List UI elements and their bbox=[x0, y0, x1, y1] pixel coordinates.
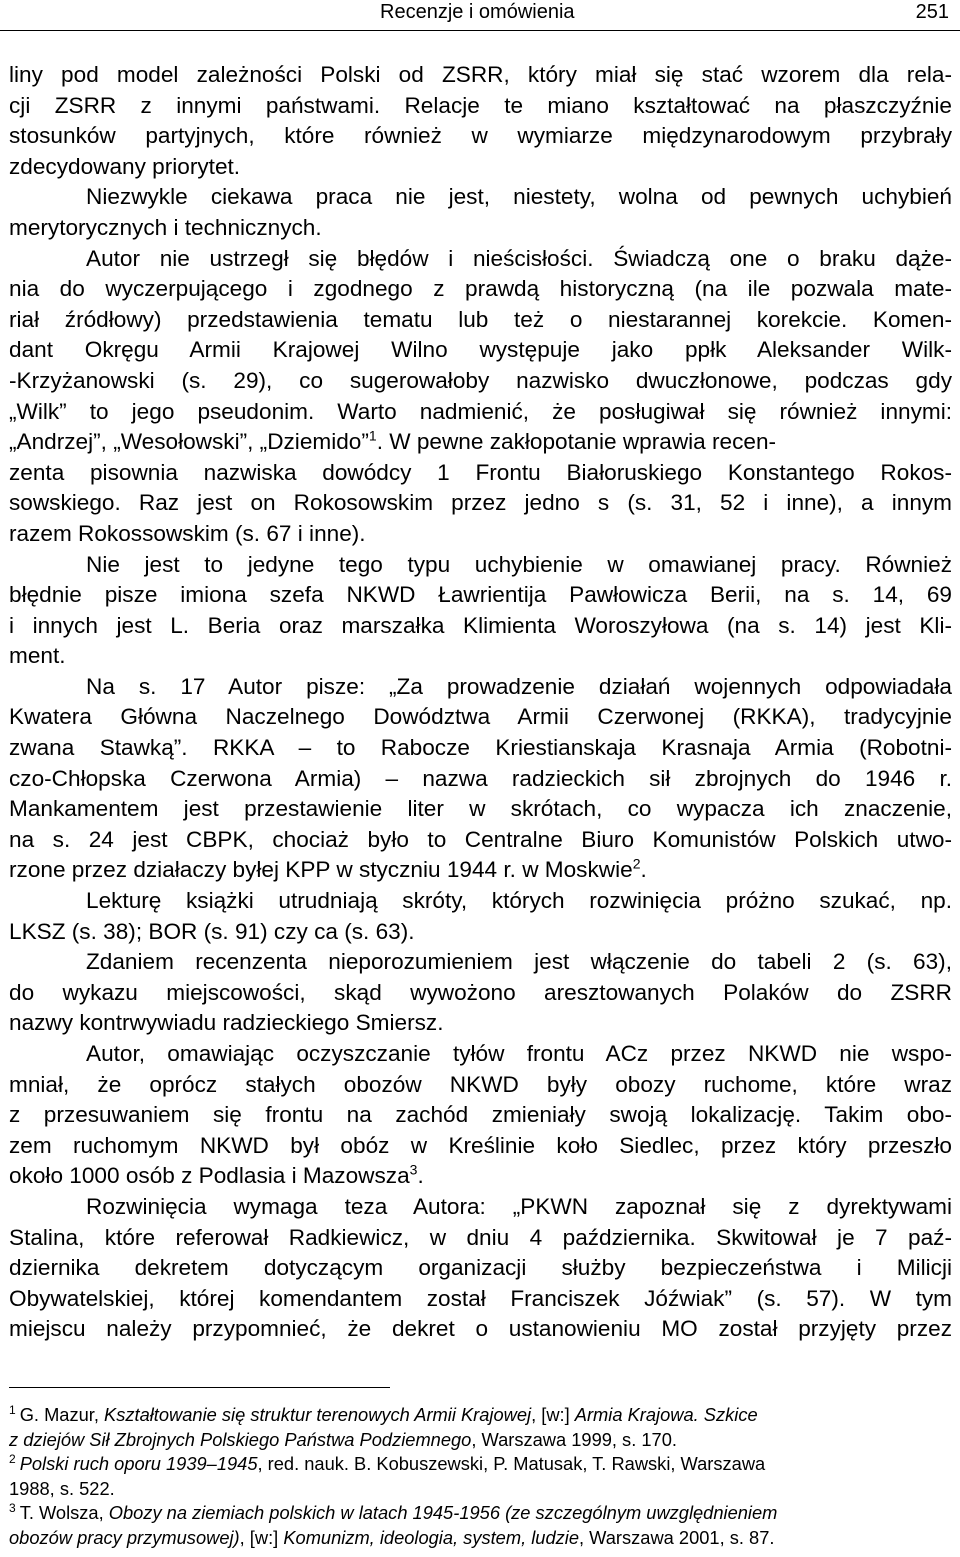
text-line bbox=[9, 1161, 952, 1192]
text-line: i innych jest L. Beria oraz marszałka Klimienta Woroszyłowa (na s. 14) jest Kli- bbox=[9, 612, 952, 638]
text-line: dant Okręgu Armii Krajowej Wilno występuje jako ppłk Aleksander Wilk- bbox=[9, 337, 952, 363]
text-segment: . bbox=[417, 1163, 424, 1189]
text-line: na s. 24 jest CBPK, chociaż było to Centralne Biuro Komunistów Polskich utwo- bbox=[9, 826, 952, 852]
footnote-ref: 3 bbox=[409, 1161, 418, 1178]
text-line: Lekturę książki utrudniają skróty, których rozwinięcia próżno szukać, np. bbox=[86, 888, 952, 914]
header-title: Recenzje i omówienia bbox=[380, 1, 575, 23]
footnote-2 bbox=[9, 1452, 952, 1477]
footnote-title: Obozy na ziemiach polskich w latach 1945-1956 (ze szczególnym uwzględnieniem bbox=[108, 1502, 778, 1523]
footnote-text: , Warszawa 2001, s. 87. bbox=[579, 1526, 775, 1548]
footnote-3 bbox=[9, 1501, 952, 1526]
text-line: z przesuwaniem się frontu na zachód zmieniały swoją lokalizację. Takim obo- bbox=[9, 1102, 952, 1128]
text-line: -Krzyżanowski (s. 29), co sugerowałoby nazwisko dwuczłonowe, podczas gdy bbox=[9, 367, 952, 393]
footnote-text: 1988, s. 522. bbox=[9, 1477, 115, 1499]
text-line: zwana Stawką”. RKKA – to Rabocze Kriestianskaja Krasnaja Armia (Robotni- bbox=[9, 735, 952, 761]
text-line: nazwy kontrwywiadu radzieckiego Smiersz. bbox=[9, 1010, 444, 1036]
footnote-ref: 1 bbox=[368, 427, 377, 444]
text-segment: „Andrzej”, „Wesołowski”, „Dziemido” bbox=[9, 429, 369, 455]
footnote-text: , Warszawa 1999, s. 170. bbox=[471, 1428, 677, 1450]
text-segment: około 1000 osób z Podlasia i Mazowsza bbox=[9, 1163, 410, 1189]
text-line: liny pod model zależności Polski od ZSRR, który miał się stać wzorem dla rela- bbox=[9, 62, 952, 87]
text-line: sowskiego. Raz jest on Rokosowskim przez jedno s (s. 31, 52 i inne), a innym bbox=[9, 490, 952, 516]
footnote-3-cont bbox=[9, 1526, 952, 1551]
footnote-2-cont bbox=[9, 1477, 952, 1502]
text-line: riał źródłowy) przedstawienia tematu lub też o niestarannej korekcie. Komen- bbox=[9, 306, 952, 332]
text-line: dziernika dekretem dotyczącym organizacji służby bezpieczeństwa i Milicji bbox=[9, 1255, 952, 1281]
text-line: Kwatera Główna Naczelnego Dowództwa Armii Czerwonej (RKKA), tradycyjnie bbox=[9, 704, 952, 730]
footnote-text: , [w:] bbox=[239, 1526, 284, 1548]
text-line bbox=[9, 855, 952, 886]
text-line: ment. bbox=[9, 643, 66, 669]
footnote-1 bbox=[9, 1403, 952, 1428]
text-line: do wykazu miejscowości, skąd wywożono aresztowanych Polaków do ZSRR bbox=[9, 979, 952, 1005]
footnote-title: z dziejów Sił Zbrojnych Polskiego Państwa Podziemnego bbox=[9, 1428, 472, 1450]
text-line: cji ZSRR z innymi państwami. Relacje te miano kształtować na płaszczyźnie bbox=[9, 92, 952, 118]
footnote-marker: 1 bbox=[9, 1402, 16, 1417]
text-line: Autor nie ustrzegł się błędów i nieścisłości. Świadczą one o braku dąże- bbox=[86, 245, 952, 271]
text-line: Niezwykle ciekawa praca nie jest, niestety, wolna od pewnych uchybień bbox=[86, 184, 952, 210]
text-line: „Wilk” to jego pseudonim. Warto nadmienić, że posługiwał się również innymi: bbox=[9, 398, 952, 424]
text-line: Stalina, które referował Radkiewicz, w dniu 4 października. Skwitował je 7 paź- bbox=[9, 1224, 952, 1250]
text-line: Rozwinięcia wymaga teza Autora: „PKWN zapoznał się z dyrektywami bbox=[86, 1193, 952, 1219]
text-line: merytorycznych i technicznych. bbox=[9, 214, 322, 240]
footnote-title: Kształtowanie się struktur terenowych Armii Krajowej bbox=[104, 1404, 532, 1425]
text-line: Autor, omawiając oczyszczanie tyłów frontu ACz przez NKWD nie wspo- bbox=[86, 1041, 952, 1066]
text-segment: rzone przez działaczy byłej KPP w styczniu 1944 r. w Moskwie bbox=[9, 857, 633, 883]
text-line: Na s. 17 Autor pisze: „Za prowadzenie działań wojennych odpowiadała bbox=[86, 673, 952, 699]
text-line: zenta pisownia nazwiska dowódcy 1 Frontu Białoruskiego Konstantego Rokos- bbox=[9, 459, 952, 485]
text-line: stosunków partyjnych, które również w wymiarze międzynarodowym przybrały bbox=[9, 123, 952, 149]
review-text bbox=[9, 60, 952, 1345]
footnote-ref: 2 bbox=[632, 855, 641, 872]
footnote-text: , red. nauk. B. Kobuszewski, P. Matusak, T. Rawski, Warszawa bbox=[257, 1453, 766, 1474]
footnote-title: Armia Krajowa. Szkice bbox=[574, 1404, 758, 1425]
text-line: czo-Chłopska Czerwona Armia) – nazwa radzieckich sił zbrojnych do 1946 r. bbox=[9, 765, 952, 791]
footnote-title: Polski ruch oporu 1939–1945 bbox=[19, 1453, 258, 1474]
running-header bbox=[0, 0, 960, 31]
footnote-text: T. Wolsza, bbox=[19, 1502, 109, 1523]
footnote-title: obozów pracy przymusowej) bbox=[9, 1526, 240, 1548]
text-line: nia do wyczerpującego i zgodnego z prawdą historyczną (na ile pozwala mate- bbox=[9, 276, 952, 302]
text-line: LKSZ (s. 38); BOR (s. 91) czy ca (s. 63). bbox=[9, 918, 415, 944]
footnote-text: G. Mazur, bbox=[19, 1404, 105, 1425]
footnote-title: Komunizm, ideologia, system, ludzie bbox=[283, 1526, 580, 1548]
text-line: Nie jest to jedyne tego typu uchybienie w omawianej pracy. Również bbox=[86, 551, 952, 577]
text-segment: . W pewne zakłopotanie wprawia recen- bbox=[376, 429, 777, 455]
text-line: Mankamentem jest przestawienie liter w skrótach, co wypacza ich znaczenie, bbox=[9, 796, 952, 822]
footnotes bbox=[9, 1403, 952, 1550]
text-line: błędnie pisze imiona szefa NKWD Ławrientija Pawłowicza Berii, na s. 14, 69 bbox=[9, 582, 952, 608]
footnote-1-cont bbox=[9, 1428, 952, 1453]
text-line: zdecydowany priorytet. bbox=[9, 153, 241, 179]
text-segment: . bbox=[640, 857, 647, 883]
text-line: razem Rokossowskim (s. 67 i inne). bbox=[9, 520, 366, 546]
header-rule bbox=[0, 30, 960, 31]
text-line: Obywatelskiej, której komendantem został Franciszek Jóźwiak” (s. 57). W tym bbox=[9, 1285, 952, 1311]
page-number: 251 bbox=[915, 1, 949, 23]
footnote-marker: 3 bbox=[9, 1500, 16, 1515]
footnote-marker: 2 bbox=[9, 1451, 16, 1466]
text-line: Zdaniem recenzenta nieporozumieniem jest włączenie do tabeli 2 (s. 63), bbox=[86, 949, 952, 975]
footnote-rule bbox=[9, 1387, 390, 1388]
text-line: miejscu należy przypomnieć, że dekret o ustanowieniu MO został przyjęty przez bbox=[9, 1316, 952, 1342]
footnote-text: , [w:] bbox=[531, 1404, 575, 1425]
text-line: mniał, że oprócz stałych obozów NKWD były obozy ruchome, które wraz bbox=[9, 1071, 952, 1097]
text-line bbox=[9, 427, 952, 458]
text-line: zem ruchomym NKWD był obóz w Kreślinie koło Siedlec, przez który przeszło bbox=[9, 1132, 952, 1158]
